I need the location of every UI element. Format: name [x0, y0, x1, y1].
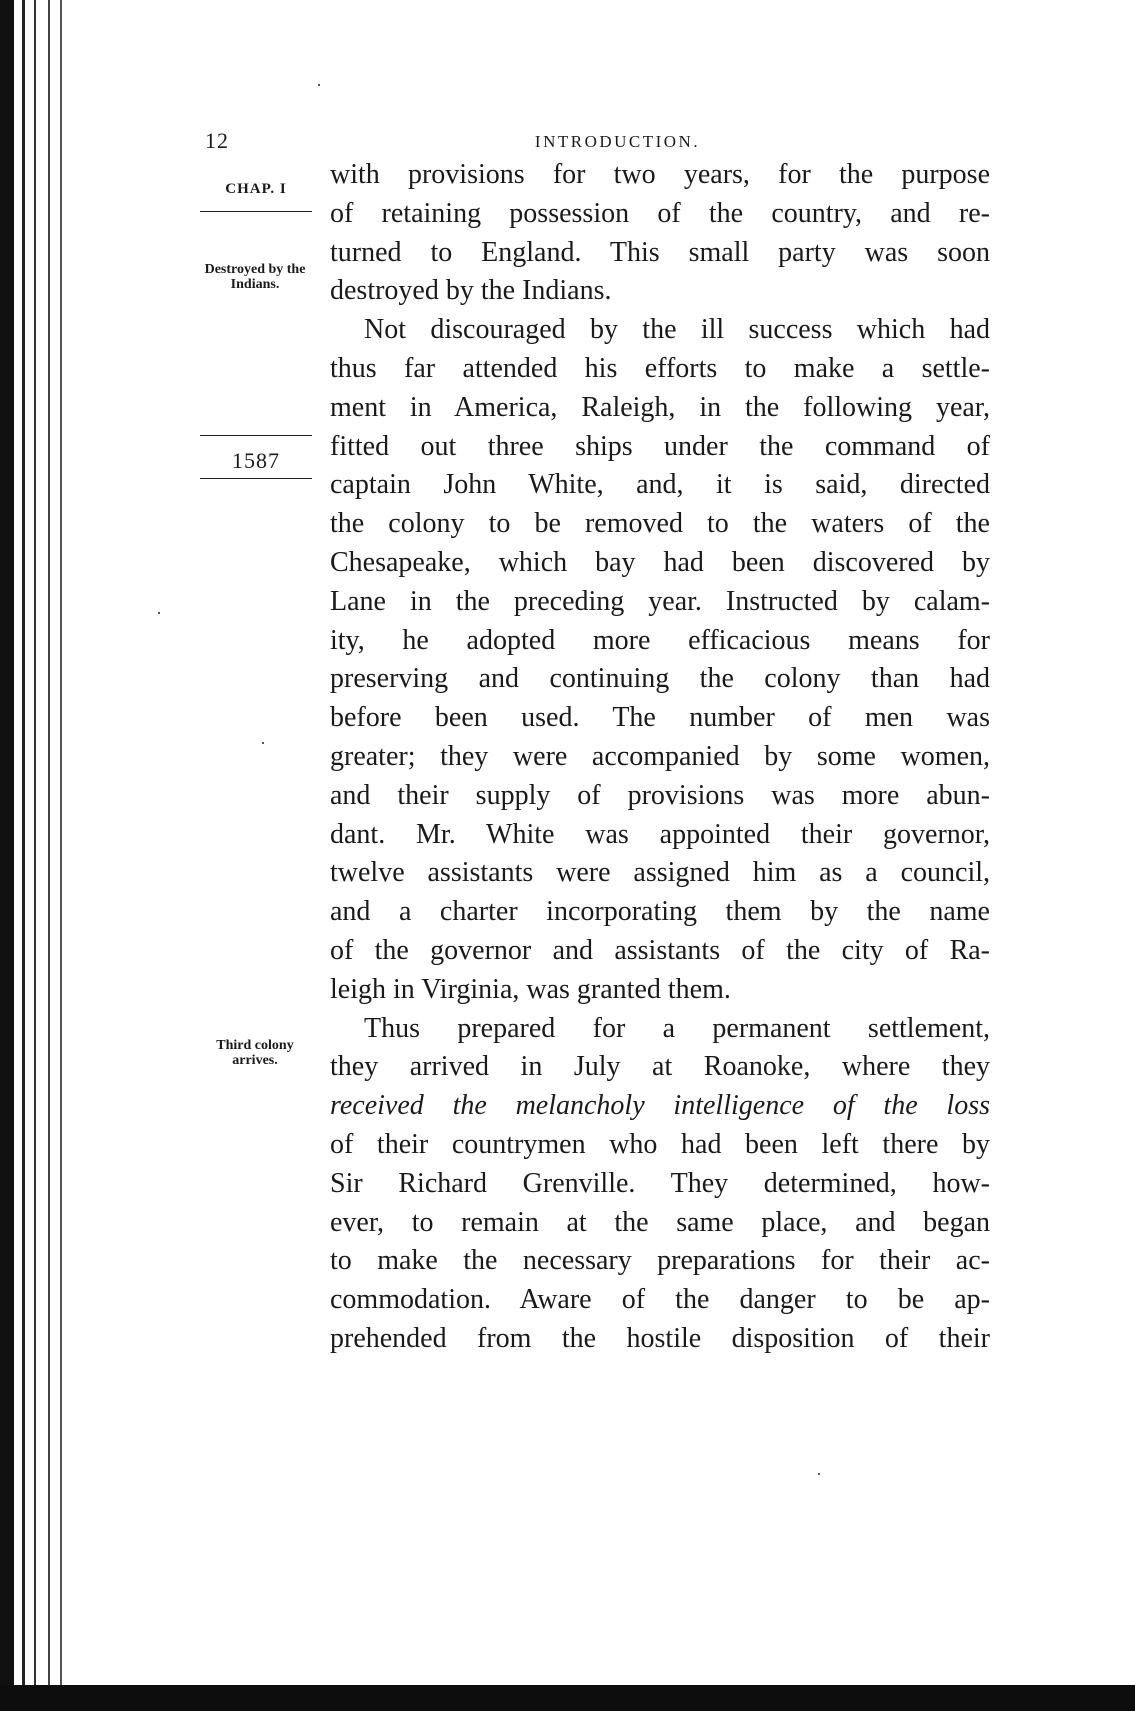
running-head: [205, 128, 990, 158]
text-line: Sir Richard Grenville. They determined, how-: [330, 1167, 990, 1199]
margin-chapter: [200, 182, 312, 212]
text-line: leigh in Virginia, was granted them.: [330, 973, 731, 1005]
text-line: ity, he adopted more efficacious means for: [330, 624, 990, 656]
chapter-rule: [200, 211, 312, 212]
text-line: turned to England. This small party was soon: [330, 236, 990, 268]
text-line: of retaining possession of the country, and re-: [330, 197, 990, 229]
year-rule-bottom: [200, 478, 312, 479]
text-line: preserving and continuing the colony than had: [330, 663, 990, 695]
text-line: and a charter incorporating them by the name: [330, 896, 990, 928]
text-line: with provisions for two years, for the purpose: [330, 159, 990, 190]
text-line: ever, to remain at the same place, and began: [330, 1206, 990, 1238]
text-line: destroyed by the Indians.: [330, 275, 612, 307]
text-line: commodation. Aware of the danger to be ap-: [330, 1284, 990, 1316]
year-rule-top: [200, 435, 312, 436]
note-third-colony: Third colony arrives.: [216, 1038, 294, 1068]
note-destroyed: Destroyed by the Indians.: [204, 262, 306, 292]
margin-note-destroyed: [196, 262, 314, 292]
text-line: the colony to be removed to the waters of the: [330, 508, 990, 540]
text-line: twelve assistants were assigned him as a council,: [330, 857, 990, 889]
page-bottom-edge: [0, 1685, 1135, 1711]
text-line: dant. Mr. White was appointed their governor,: [330, 818, 990, 850]
body-text: [330, 156, 990, 1359]
text-line: thus far attended his efforts to make a settle-: [330, 352, 990, 384]
margin-year: [200, 435, 312, 479]
text-line: before been used. The number of men was: [330, 702, 990, 734]
year-label: 1587: [232, 448, 280, 473]
text-line: received the melancholy intelligence of the loss: [330, 1090, 990, 1122]
text-line: ment in America, Raleigh, in the following year,: [330, 391, 990, 423]
text-line: Not discouraged by the ill success which had: [364, 314, 990, 346]
page-binding-edge: [0, 0, 70, 1711]
text-line: of the governor and assistants of the city of Ra-: [330, 934, 990, 966]
scan-speck: [818, 1473, 820, 1475]
text-line: and their supply of provisions was more abun-: [330, 779, 990, 811]
text-line: captain John White, and, it is said, directed: [330, 469, 990, 501]
text-line: they arrived in July at Roanoke, where they: [330, 1051, 990, 1083]
text-line: of their countrymen who had been left there by: [330, 1128, 990, 1160]
chapter-label: CHAP. I: [225, 181, 287, 197]
margin-note-third-colony: [196, 1038, 314, 1068]
text-line: Lane in the preceding year. Instructed by calam-: [330, 585, 990, 617]
text-line: fitted out three ships under the command of: [330, 430, 990, 462]
scan-speck: [262, 742, 264, 744]
scan-speck: [158, 612, 160, 614]
scan-speck: [318, 84, 320, 86]
text-line: Thus prepared for a permanent settlement,: [364, 1012, 990, 1044]
text-line: greater; they were accompanied by some women,: [330, 740, 990, 772]
running-title: INTRODUCTION.: [534, 132, 701, 151]
text-line: Chesapeake, which bay had been discovered by: [330, 546, 990, 578]
text-line: to make the necessary preparations for their ac-: [330, 1245, 990, 1277]
text-line: prehended from the hostile disposition of their: [330, 1322, 990, 1354]
page-number: 12: [205, 128, 229, 153]
